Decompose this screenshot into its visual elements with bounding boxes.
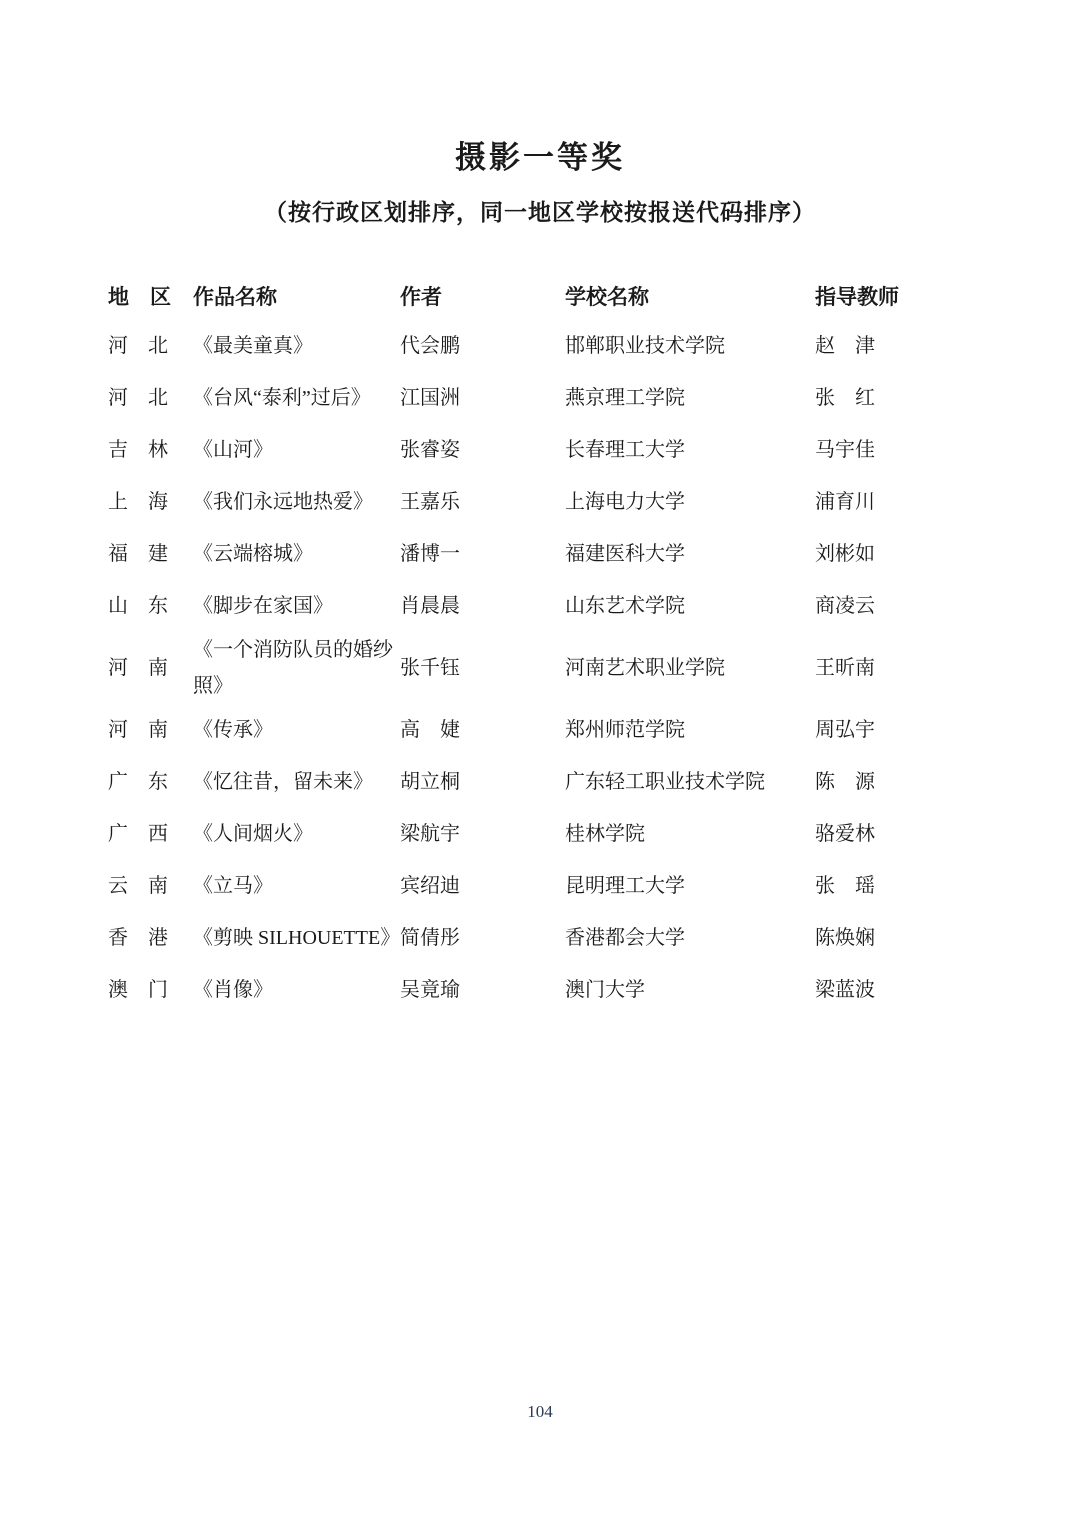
awards-table [108,276,988,1016]
cell-school: 上海电力大学 [565,491,685,513]
cell-teacher: 马宇佳 [815,439,875,461]
cell-author: 梁航宇 [400,823,460,845]
column-header-work: 作品名称 [193,285,277,310]
cell-work: 《肖像》 [193,979,273,1001]
cell-school: 燕京理工学院 [565,387,685,409]
cell-work: 《忆往昔，留未来》 [193,771,373,793]
cell-teacher: 商凌云 [815,595,875,617]
table-row [108,964,988,1016]
table-row [108,704,988,756]
cell-teacher: 王昕南 [815,657,875,679]
cell-school: 昆明理工大学 [565,875,685,897]
cell-work: 《山河》 [193,439,273,461]
cell-teacher: 刘彬如 [815,543,875,565]
cell-region: 广 东 [108,771,168,793]
page-subtitle: （按行政区划排序，同一地区学校按报送代码排序） [264,200,816,225]
table-body [108,320,988,1016]
table-row [108,528,988,580]
cell-school: 澳门大学 [565,979,645,1001]
cell-school: 香港都会大学 [565,927,685,949]
cell-school: 福建医科大学 [565,543,685,565]
cell-teacher: 浦育川 [815,491,875,513]
cell-region: 上 海 [108,491,168,513]
table-row [108,756,988,808]
cell-work: 《传承》 [193,719,273,741]
table-row [108,580,988,632]
cell-teacher: 张 红 [815,387,875,409]
column-header-region: 地 区 [108,285,171,310]
cell-region: 广 西 [108,823,168,845]
cell-work: 《台风“泰利”过后》 [193,387,371,409]
table-row [108,860,988,912]
cell-region: 吉 林 [108,439,168,461]
cell-author: 王嘉乐 [400,491,460,513]
column-header-school: 学校名称 [565,285,649,310]
cell-school: 河南艺术职业学院 [565,657,725,679]
cell-author: 肖晨晨 [400,595,460,617]
cell-author: 吴竟瑜 [400,979,460,1001]
cell-region: 河 北 [108,335,168,357]
cell-school: 桂林学院 [565,823,645,845]
table-row [108,372,988,424]
table-row [108,912,988,964]
page-number: 104 [527,1402,553,1421]
cell-teacher: 梁蓝波 [815,979,875,1001]
cell-teacher: 张 瑶 [815,875,875,897]
cell-region: 河 北 [108,387,168,409]
cell-author: 张千钰 [400,657,460,679]
cell-teacher: 陈 源 [815,771,875,793]
cell-region: 河 南 [108,657,168,679]
cell-work: 《我们永远地热爱》 [193,491,373,513]
cell-school: 郑州师范学院 [565,719,685,741]
cell-work: 《脚步在家国》 [193,595,333,617]
cell-region: 福 建 [108,543,168,565]
cell-region: 香 港 [108,927,168,949]
cell-author: 张睿姿 [400,439,460,461]
cell-region: 云 南 [108,875,168,897]
table-row [108,808,988,860]
page-title: 摄影一等奖 [455,140,625,175]
cell-author: 代会鹏 [400,335,460,357]
cell-author: 宾绍迪 [400,875,460,897]
cell-region: 山 东 [108,595,168,617]
cell-work: 《最美童真》 [193,335,313,357]
table-row [108,320,988,372]
column-header-teacher: 指导教师 [815,285,899,310]
cell-school: 山东艺术学院 [565,595,685,617]
cell-school: 长春理工大学 [565,439,685,461]
cell-school: 邯郸职业技术学院 [565,335,725,357]
cell-author: 江国洲 [400,387,460,409]
cell-work: 《一个消防队员的婚纱照》 [193,639,393,697]
cell-teacher: 陈焕娴 [815,927,875,949]
cell-work: 《剪映 SILHOUETTE》 [193,927,401,949]
cell-author: 胡立桐 [400,771,460,793]
cell-region: 河 南 [108,719,168,741]
cell-teacher: 周弘宇 [815,719,875,741]
cell-teacher: 骆爱林 [815,823,875,845]
table-row [108,476,988,528]
cell-region: 澳 门 [108,979,168,1001]
cell-author: 潘博一 [400,543,460,565]
table-row [108,632,988,704]
cell-work: 《云端榕城》 [193,543,313,565]
column-header-author: 作者 [400,285,442,310]
table-row [108,424,988,476]
cell-author: 简倩彤 [400,927,460,949]
cell-teacher: 赵 津 [815,335,875,357]
cell-work: 《立马》 [193,875,273,897]
cell-school: 广东轻工职业技术学院 [565,771,765,793]
cell-work: 《人间烟火》 [193,823,313,845]
cell-author: 高 婕 [400,719,460,741]
table-header-row [108,276,988,320]
